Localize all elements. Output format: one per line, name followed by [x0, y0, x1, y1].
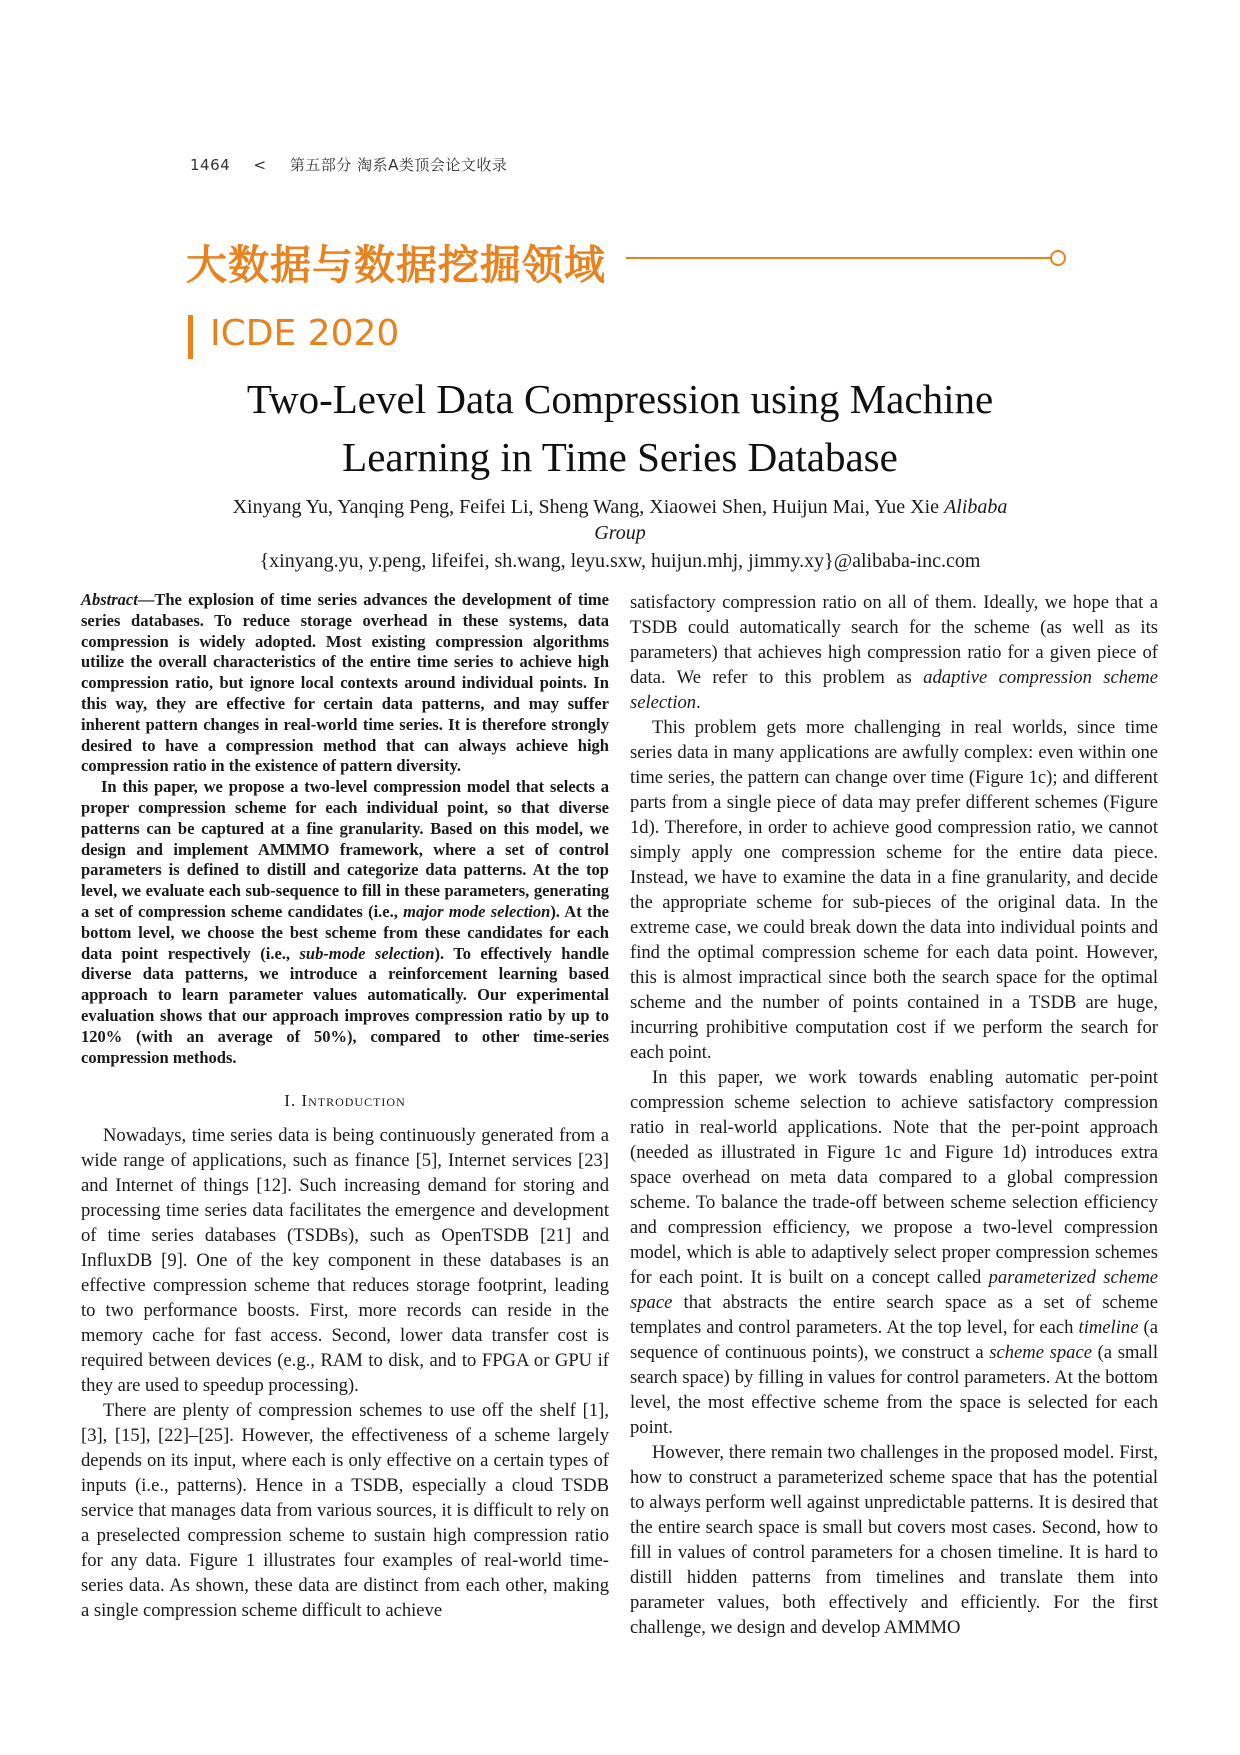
intro-paragraph-2: There are plenty of compression schemes to use off the shelf [1], [3], [15], [22]–[25]. However, the effectiveness of a scheme largely depends on its input, where each is only effective on a certain types of inputs (i.e., patterns). Hence in a TSDB, especially a cloud TSDB service that manages data from various sources, it is difficult to rely on a preselected compression scheme to sustain high compression ratio for any data. Figure 1 illustrates four examples of real-world time-series data. As shown, these data are distinct from each other, making a single compression scheme difficult to achieve [81, 1400, 609, 1622]
section-rule-end-circle [1050, 250, 1066, 266]
abstract [81, 590, 609, 1068]
affiliation-part-1: Alibaba [944, 496, 1008, 518]
paper-title-line-1: Two-Level Data Compression using Machine [246, 376, 994, 422]
section-title-row [186, 232, 1066, 292]
abstract-lead: Abstract [81, 590, 138, 609]
page-number: 1464 [190, 156, 231, 174]
intro-paragraph-5: In this paper, we work towards enabling automatic per-point compression scheme selection to achieve satisfactory compression ratio in real-world applications. Note that the per-point approach (needed as illustrated in Figure 1c and Figure 1d) introduces extra space overhead on meta data compared to a global compression scheme. To balance the trade-off between scheme selection efficiency and compression efficiency, we propose a two-level compression model, which is able to adaptively select proper compression schemes for each point. It is built on a concept called parameterized scheme space that abstracts the entire search space as a set of scheme templates and control parameters. At the top level, for each timeline (a sequence of continuous points), we construct a scheme space (a small search space) by filling in values for control parameters. At the bottom level, the most effective scheme from the space is selected for each point. [630, 1067, 1159, 1438]
intro-paragraph-6: However, there remain two challenges in the proposed model. First, how to construct a parameterized scheme space that has the potential to always perform well against unpredictable patterns. It is desired that the entire search space is small but covers most cases. Second, how to fill in values of control parameters for a chosen timeline. It is hard to distill hidden patterns from timelines and translate them into parameter values, both effectively and efficiently. For the first challenge, we design and develop AMMMO [630, 1442, 1158, 1638]
paper-title-line-2: Learning in Time Series Database [342, 434, 898, 480]
abstract-paragraph-2: In this paper, we propose a two-level compression model that selects a proper compression scheme for each individual point, so that diverse patterns can be captured at a fine granularity. Based on this model, we design and implement AMMMO framework, where a set of control parameters is defined to distill and categorize data patterns. At the top level, we evaluate each sub-sequence to fill in these parameters, generating a set of compression scheme candidates (i.e., major mode selection). At the bottom level, we choose the best scheme from these candidates for each data point respectively (i.e., sub-mode selection). To effectively handle diverse data patterns, we introduce a reinforcement learning based approach to learn parameter values automatically. Our experimental evaluation shows that our approach improves compression ratio by up to 120% (with an average of 50%), compared to other time-series compression methods. [81, 777, 609, 1067]
intro-paragraph-1: Nowadays, time series data is being continuously generated from a wide range of applications, such as finance [5], Internet services [23] and Internet of things [12]. Such increasing demand for storing and processing time series data facilitates the emergence and development of time series databases (TSDBs), such as OpenTSDB [21] and InfluxDB [9]. One of the key component in these databases is an effective compression scheme that reduces storage footprint, leading to two performance boosts. First, more records can reside in the memory cache for fast access. Second, lower data transfer cost is required between devices (e.g., RAM to disk, and to FPGA or GPU if they are used to speedup processing). [81, 1125, 609, 1397]
header-separator: < [253, 156, 267, 174]
venue-label: ICDE 2020 [210, 313, 400, 354]
left-column [81, 590, 609, 1623]
abstract-paragraph-1: Abstract—The explosion of time series advances the development of time series databases. To reduce storage overhead in these systems, data compression is widely adopted. Most existing compression algorithms utilize the overall characteristics of the entire time series to achieve high compression ratio, but ignore local contexts around individual points. In this way, they are effective for certain data patterns, and may suffer inherent pattern changes in real-world time series. It is therefore strongly desired to have a compression method that can always achieve high compression ratio in the existence of pattern diversity. [81, 590, 609, 776]
running-header [190, 154, 525, 175]
author-emails: {xinyang.yu, y.peng, lifeifei, sh.wang, leyu.sxw, huijun.mhj, jimmy.xy}@alibaba-inc.com [259, 550, 981, 572]
affiliation-part-2: Group [594, 522, 646, 544]
section-rule [626, 257, 1054, 259]
authors: Xinyang Yu, Yanqing Peng, Feifei Li, Sheng Wang, Xiaowei Shen, Huijun Mai, Yue Xie [232, 496, 940, 518]
paper-title [120, 370, 1120, 486]
venue-accent-bar [188, 315, 193, 359]
section-title: 大数据与数据挖掘领域 [186, 241, 606, 289]
author-list [120, 494, 1120, 546]
book-section-label: 第五部分 淘系A类顶会论文收录 [289, 156, 508, 174]
intro-paragraph-3: satisfactory compression ratio on all of them. Ideally, we hope that a TSDB could automatically search for the scheme (as well as its parameters) that achieves high compression ratio for a given piece of data. We refer to this problem as adaptive compression scheme selection. [630, 592, 1158, 713]
right-column [630, 590, 1158, 1640]
intro-paragraph-4: This problem gets more challenging in real worlds, since time series data in many applications are awfully complex: even within one time series, the pattern can change over time (Figure 1c); and different parts from a single piece of data may prefer different schemes (Figure 1d). Therefore, in order to achieve good compression ratio, we cannot simply apply one compression scheme for the entire data piece. Instead, we have to examine the data in a fine granularity, and decide the appropriate scheme for sub-pieces of the original data. In the extreme case, we could break down the data into individual points and find the optimal compression scheme for each data point. However, this is almost impractical since both the search space for the optimal scheme and the number of points contained in a TSDB are huge, incurring prohibitive computation cost if we perform the search for each point. [630, 717, 1158, 1063]
introduction-heading: I. Introduction [284, 1091, 406, 1111]
